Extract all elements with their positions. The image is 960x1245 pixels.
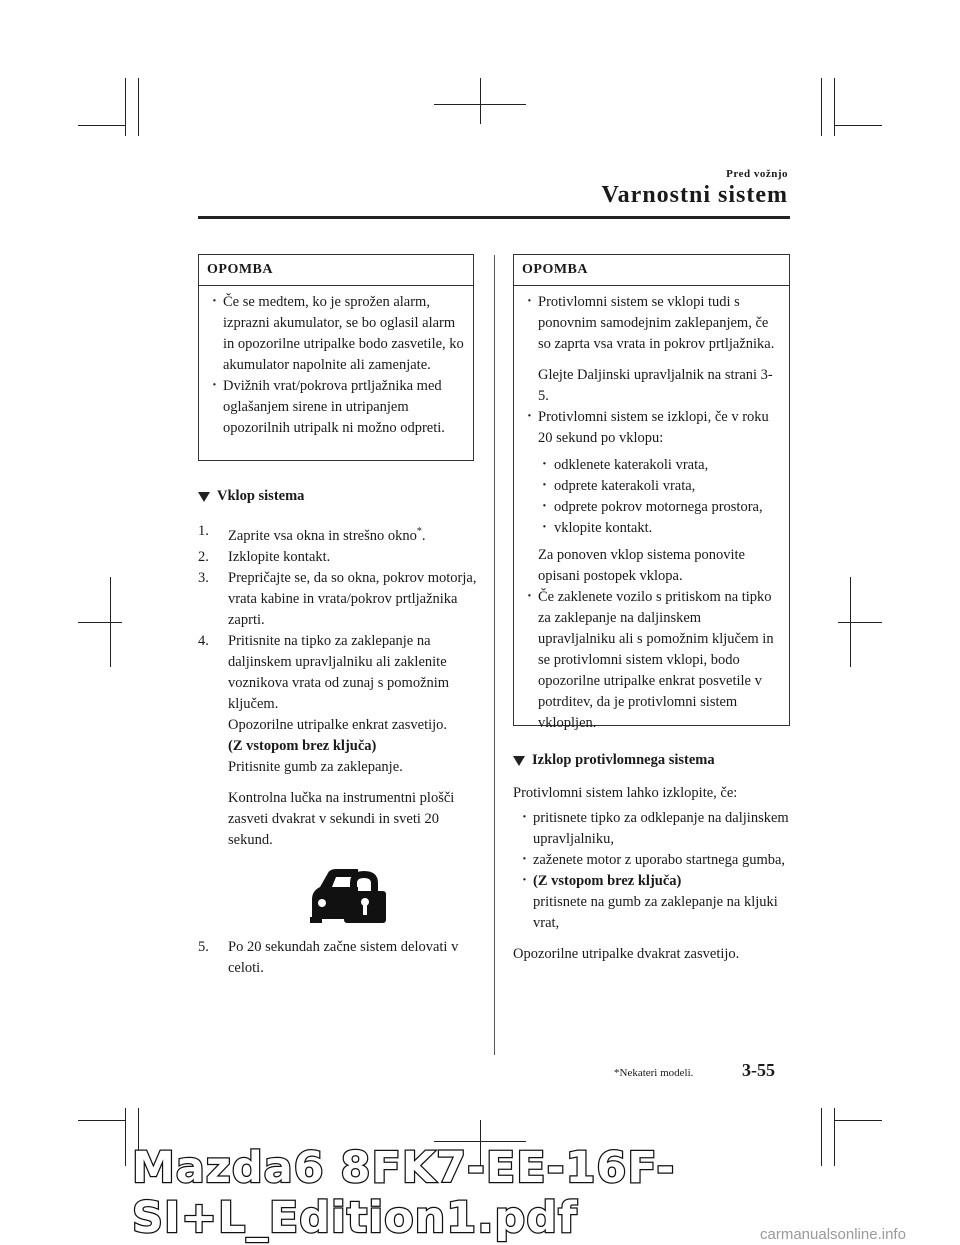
step-text: Pritisnite na tipko za zaklepanje na daljinskem upravljalniku ali zaklenite voznikova vrata od zunaj s pomožnim ključem. xyxy=(228,632,450,712)
step-item xyxy=(198,937,480,979)
triangle-bullet-icon xyxy=(198,492,210,502)
page-title: Varnostni sistem xyxy=(601,182,788,208)
note-text: · Protivlomni sistem se izklopi, če v roku 20 sekund po vklopu: xyxy=(538,409,769,446)
step-text: Izklopite kontakt. xyxy=(228,548,331,565)
keyless-label: (Z vstopom brez ključa) xyxy=(228,737,377,754)
column-divider xyxy=(494,255,495,1055)
note-subitem: · odprete pokrov motornega prostora, xyxy=(524,497,781,518)
list-item: · pritisnete tipko za odklepanje na daljinskem upravljalniku, xyxy=(519,808,790,850)
note-text: Glejte Daljinski upravljalnik na strani 3-5. xyxy=(538,367,773,404)
step-item xyxy=(198,631,480,851)
left-column xyxy=(198,486,480,979)
right-column xyxy=(513,750,790,965)
section-heading-text: Izklop protivlomnega sistema xyxy=(532,752,715,768)
step-text: Prepričajte se, da so okna, pokrov motorja, vrata kabine in vrata/pokrov prtljažnika zaprti. xyxy=(228,569,477,628)
header-rule xyxy=(198,216,790,219)
step-number: 2. xyxy=(198,548,209,565)
step-number: 3. xyxy=(198,569,209,586)
note-item: · Če se medtem, ko je sprožen alarm, izprazni akumulator, se bo oglasil alarm in opozorilne utripalke bodo zasvetile, ko akumulator napolnite ali zamenjate. xyxy=(209,292,465,376)
section-heading-izklop xyxy=(513,750,790,771)
note-item: · Dvižnih vrat/pokrova prtljažnika med oglašanjem sirene in utripanjem opozorilnih utripalk ni možno odpreti. xyxy=(209,376,465,439)
keyless-label: · (Z vstopom brez ključa) xyxy=(533,873,682,889)
step-text: Zaprite vsa okna in strešno okno xyxy=(228,527,417,544)
triangle-bullet-icon xyxy=(513,756,525,766)
step-text: Opozorilne utripalke enkrat zasvetijo. xyxy=(228,716,448,733)
step-text-tail: . xyxy=(421,527,426,544)
note-item xyxy=(524,407,781,455)
paragraph: Opozorilne utripalke dvakrat zasvetijo. xyxy=(513,946,740,962)
page-number: 3-55 xyxy=(742,1060,775,1080)
note-text: · Protivlomni sistem se vklopi tudi s ponovnim samodejnim zaklepanjem, če so zaprta vsa vrata in pokrov prtljažnika. xyxy=(538,294,775,352)
list-item xyxy=(519,871,790,934)
step-number: 4. xyxy=(198,632,209,649)
note-title: OPOMBA xyxy=(199,255,473,286)
step-text: Pritisnite gumb za zaklepanje. xyxy=(228,758,403,775)
car-lock-icon xyxy=(308,869,388,925)
list-text: pritisnete na gumb za zaklepanje na kljuki vrat, xyxy=(533,894,778,931)
section-heading-text: Vklop sistema xyxy=(217,488,305,504)
section-label: Pred vožnjo xyxy=(726,168,788,180)
note-text: Za ponoven vklop sistema ponovite opisani postopek vklopa. xyxy=(538,547,745,584)
footnote-mark: * xyxy=(416,526,422,537)
step-item xyxy=(198,521,480,547)
note-title: OPOMBA xyxy=(514,255,789,286)
step-item xyxy=(198,568,480,631)
note-box-right xyxy=(513,254,790,731)
site-credit: carmanualsonline.info xyxy=(760,1226,906,1243)
paragraph: Protivlomni sistem lahko izklopite, če: xyxy=(513,785,738,801)
step-number: 5. xyxy=(198,938,209,955)
step-text: Po 20 sekundah začne sistem delovati v celoti. xyxy=(228,938,459,976)
note-item: · Če zaklenete vozilo s pritiskom na tipko za zaklepanje na daljinskem upravljalniku ali s pomožnim ključem in se protivlomni sistem vklopi, bodo opozorilne utripalke enkrat posvetile v potrditev, da je protivlomni sistem vklopljen. xyxy=(524,587,781,734)
list-item: · zaženete motor z uporabo startnega gumba, xyxy=(519,850,790,871)
note-subitem: · vklopite kontakt. xyxy=(524,518,781,539)
note-box-left xyxy=(198,254,474,461)
note-subitem: · odklenete katerakoli vrata, xyxy=(524,455,781,476)
document-watermark: Mazda6 8FK7-EE-16F-SI+L_Edition1.pdf xyxy=(132,1143,676,1243)
note-subitem: · odprete katerakoli vrata, xyxy=(524,476,781,497)
note-item xyxy=(524,292,781,407)
footnote: *Nekateri modeli. xyxy=(614,1067,694,1079)
step-number: 1. xyxy=(198,523,209,539)
step-text: Kontrolna lučka na instrumentni plošči zasveti dvakrat v sekundi in sveti 20 sekund. xyxy=(228,789,455,848)
step-item xyxy=(198,547,480,568)
section-heading-vklop xyxy=(198,486,480,507)
